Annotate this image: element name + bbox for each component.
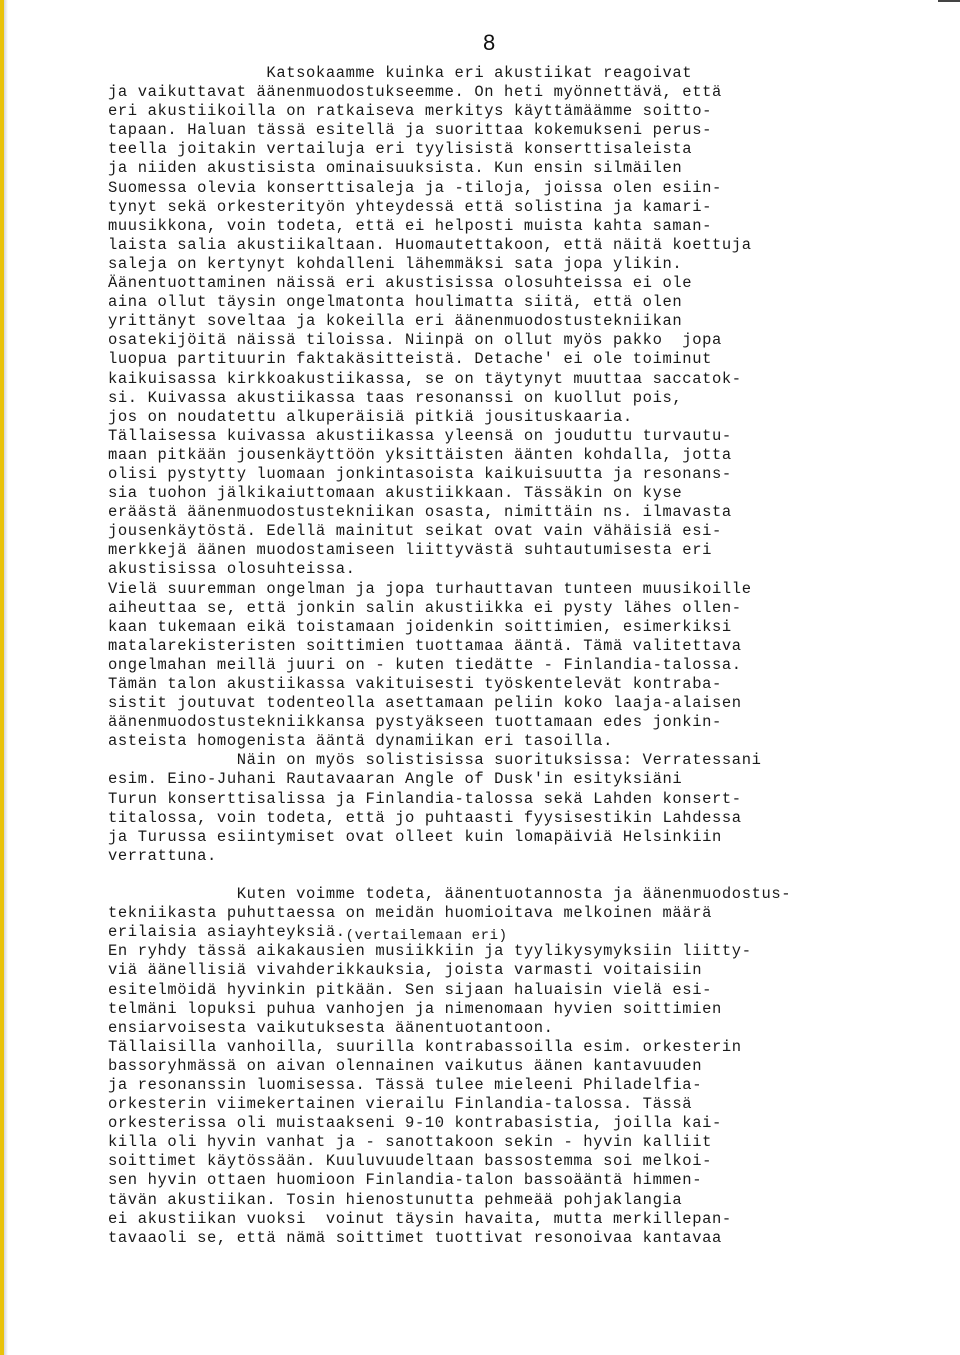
text-line: bassoryhmässä on aivan olennainen vaikutus äänen kantavuuden: [108, 1056, 703, 1075]
text-line: titalossa, voin todeta, että jo puhtaasti fyysisestikin Lahdessa: [108, 808, 742, 827]
text-line: ensiarvoisesta vaikutuksesta äänentuotantoon.: [108, 1018, 554, 1037]
text-line: tapaan. Haluan tässä esitellä ja suorittaa kokemukseni perus-: [108, 121, 712, 140]
paragraph-spacer: [108, 866, 868, 885]
text-line: kaikuisassa kirkkoakustiikassa, se on täytynyt muuttaa saccatok-: [108, 369, 742, 388]
text-line: tävän akustiikan. Tosin hienostunutta pehmeää pohjaklangia: [108, 1190, 683, 1209]
text-line: ja resonanssin luomisessa. Tässä tulee mieleeni Philadelfia-: [108, 1075, 703, 1094]
text-line: Äänentuottaminen näissä eri akustisissa olosuhteissa ei ole: [108, 274, 693, 293]
text-line: eri akustiikoilla on ratkaiseva merkitys käyttämäämme soitto-: [108, 102, 712, 121]
text-line: Tällaisilla vanhoilla, suurilla kontrabassoilla esim. orkesterin: [108, 1037, 742, 1056]
text-line: kaan tukemaan eikä toistamaan joidenkin soittimien, esimerkiksi: [108, 617, 732, 636]
text-line: aiheuttaa se, että jonkin salin akustiikka ei pysty lähes ollen-: [108, 598, 742, 617]
text-line: asteista homogenista ääntä dynamiikan eri tasoilla.: [108, 732, 613, 751]
text-line: sistit joutuvat todenteolla asettamaan peliin koko laaja-alaisen: [108, 694, 742, 713]
text-line: tekniikasta puhuttaessa on meidän huomioitava melkoinen määrä: [108, 904, 712, 923]
text-line: ongelmahan meillä juuri on - kuten tiedätte - Finlandia-talossa.: [108, 655, 742, 674]
document-body: [108, 64, 868, 1248]
text-line: En ryhdy tässä aikakausien musiikkiin ja tyylikysymyksiin liitty-: [108, 942, 752, 961]
text-line: yrittänyt soveltaa ja kokeilla eri äänenmuodostustekniikan: [108, 312, 683, 331]
text-line: merkkejä äänen muodostamiseen liittyvästä suhtautumisesta eri: [108, 541, 712, 560]
text-line: si. Kuivassa akustiikassa taas resonanssi on kuollut pois,: [108, 388, 683, 407]
text-line: äänenmuodostustekniikkansa pystyäkseen tuottamaan edes jonkin-: [108, 713, 722, 732]
text-line: soittimet käytössään. Kuuluvuudeltaan bassostemma soi melkoi-: [108, 1152, 712, 1171]
text-line: jos on noudatettu alkuperäisiä pitkiä jousituskaaria.: [108, 407, 633, 426]
paragraph-instruments-rest: [108, 961, 868, 1247]
text-line: aina ollut täysin ongelmatonta houlimatta siitä, että olen: [108, 293, 683, 312]
text-line: luopua partituurin faktakäsitteistä. Detache' ei ole toiminut: [108, 350, 712, 369]
text-line: [108, 923, 868, 945]
typed-text: erilaisia asiayhteyksiä.: [108, 923, 346, 942]
handwritten-insertion: (vertailemaan eri): [345, 928, 508, 945]
text-line: Tämän talon akustiikassa vakituisesti työskentelevät kontraba-: [108, 675, 722, 693]
text-line: akustisissa olosuhteissa.: [108, 560, 356, 579]
text-line: tavaaoli se, että nämä soittimet tuottivat resonoivaa kantavaa: [108, 1228, 722, 1247]
text-line: telmäni lopuksi puhua vanhojen ja nimenomaan hyvien soittimien: [108, 999, 722, 1018]
text-line: jousenkäytöstä. Edellä mainitut seikat ovat vain vähäisiä esi-: [108, 522, 722, 541]
text-line: maan pitkään jousenkäyttöön yksittäisten äänten kohdalla, jotta: [108, 445, 732, 464]
text-line: orkesterissa oli muistaakseni 9-10 kontrabasistia, joilla kai-: [108, 1114, 722, 1133]
text-line: tynyt sekä orkesterityön yhteydessä että solistina ja kamari-: [108, 197, 712, 216]
text-line: Näin on myös solistisissa suorituksissa: Verratessani: [108, 751, 762, 770]
text-line: esitelmöidä hyvinkin pitkään. Sen sijaan haluaisin vielä esi-: [108, 980, 712, 999]
text-line: muusikkona, voin todeta, että ei helposti muista kahta saman-: [108, 216, 712, 235]
text-line: sen hyvin ottaen huomioon Finlandia-talon bassoääntä himmen-: [108, 1171, 703, 1190]
paragraph-instruments: [108, 885, 868, 1248]
text-line: osatekijöitä näissä tiloissa. Niinpä on ollut myös pakko jopa: [108, 331, 722, 350]
text-line: saleja on kertynyt kohdalleni lähemmäksi sata jopa ylikin.: [108, 254, 683, 273]
text-line: ei akustiikan vuoksi voinut täysin havaita, mutta merkillepan-: [108, 1209, 732, 1228]
paragraph-acoustics: [108, 64, 868, 866]
text-line: Suomessa olevia konserttisaleja ja -tiloja, joissa olen esiin-: [108, 178, 722, 197]
text-line: matalarekisteristen soittimien tuottamaa ääntä. Tämä valitettava: [108, 636, 742, 655]
text-line: eräästä äänenmuodostustekniikan osasta, nimittäin ns. ilmavasta: [108, 503, 732, 522]
page-corner-mark: [938, 0, 960, 2]
text-line: ja niiden akustisista ominaisuuksista. Kun ensin silmäilen: [108, 159, 683, 178]
text-line: viä äänellisiä vivahderikkauksia, joista varmasti voitaisiin: [108, 961, 703, 980]
text-line: Tällaisessa kuivassa akustiikassa yleensä on jouduttu turvautu-: [108, 426, 732, 445]
text-line: ja vaikuttavat äänenmuodostukseemme. On heti myönnettävä, että: [108, 83, 722, 102]
page-left-edge: [0, 0, 8, 1355]
text-line: esim. Eino-Juhani Rautavaaran Angle of Dusk'in esityksiäni: [108, 770, 683, 789]
text-line: killa oli hyvin vanhat ja - sanottakoon sekin - hyvin kalliit: [108, 1133, 712, 1152]
text-line: laista salia akustiikaltaan. Huomautettakoon, että näitä koettuja: [108, 235, 752, 254]
text-line: ja Turussa esiintymiset ovat olleet kuin lomapäiviä Helsinkiin: [108, 827, 722, 846]
text-line: sia tuohon jälkikaiuttomaan akustiikkaan. Tässäkin on kyse: [108, 484, 683, 503]
text-line: teella joitakin vertailuja eri tyylisistä konserttisaleista: [108, 140, 693, 159]
text-line: Vielä suuremman ongelman ja jopa turhauttavan tunteen muusikoille: [108, 579, 752, 598]
text-line: Turun konserttisalissa ja Finlandia-talossa sekä Lahden konsert-: [108, 789, 742, 808]
text-line: Kuten voimme todeta, äänentuotannosta ja äänenmuodostus-: [108, 885, 792, 904]
text-line: verrattuna.: [108, 846, 217, 865]
text-line: orkesterin viimekertainen vierailu Finlandia-talossa. Tässä: [108, 1095, 693, 1114]
text-line: Katsokaamme kuinka eri akustiikat reagoivat: [108, 64, 693, 82]
text-line: olisi pystytty luomaan jonkintasoista kaikuisuutta ja resonans-: [108, 464, 732, 483]
page-number: 8: [483, 30, 496, 55]
